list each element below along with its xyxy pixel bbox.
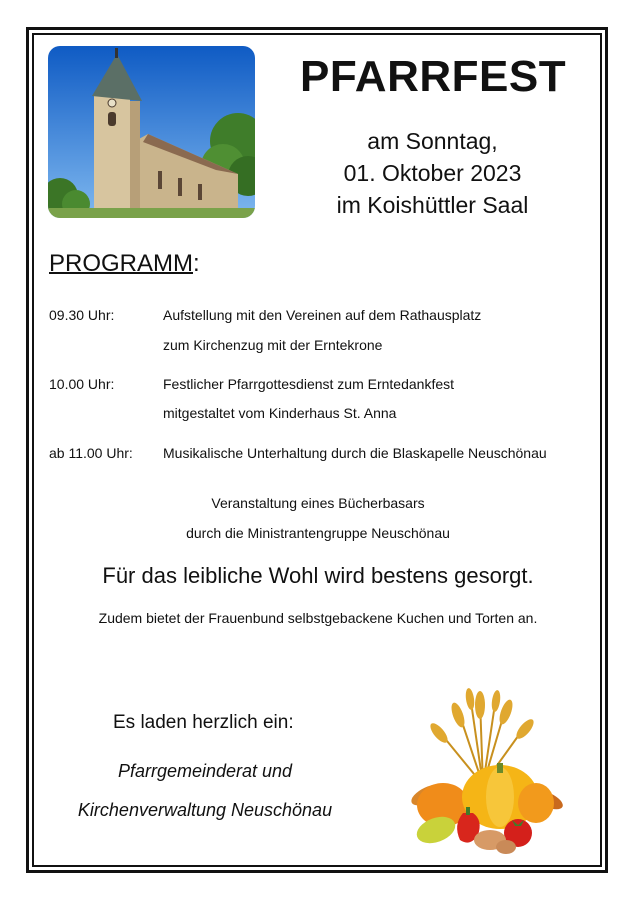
book-bazaar-note xyxy=(40,488,596,548)
bazaar-line: durch die Ministrantengruppe Neuschönau xyxy=(186,525,450,541)
program-time: 10.00 Uhr: xyxy=(49,376,115,392)
program-time: ab 11.00 Uhr: xyxy=(49,445,133,461)
program-time: 09.30 Uhr: xyxy=(49,307,115,323)
program-line: Musikalische Unterhaltung durch die Blaskapelle Neuschönau xyxy=(163,445,547,461)
program-heading xyxy=(49,250,200,278)
invitation-text: Es laden herzlich ein: xyxy=(113,712,294,733)
organizer-line: Pfarrgemeinderat und xyxy=(117,761,293,781)
program-line: mitgestaltet vom Kinderhaus St. Anna xyxy=(163,405,397,421)
bazaar-line: Veranstaltung eines Bücherbasars xyxy=(211,495,425,511)
date-line-location: im Koishüttler Saal xyxy=(336,192,529,218)
program-heading-colon: : xyxy=(193,250,200,277)
date-line-day: am Sonntag, xyxy=(367,128,498,154)
catering-headline: Für das leibliche Wohl wird bestens gesorgt. xyxy=(102,563,534,588)
event-date-location xyxy=(310,125,555,221)
date-line-date: 01. Oktober 2023 xyxy=(343,160,522,186)
harvest-illustration xyxy=(408,685,563,857)
program-heading-text: PROGRAMM xyxy=(49,250,193,277)
event-title: PFARRFEST xyxy=(300,52,567,101)
catering-note: Zudem bietet der Frauenbund selbstgebackene Kuchen und Torten an. xyxy=(98,610,538,626)
church-photo xyxy=(48,46,255,218)
program-line: Festlicher Pfarrgottesdienst zum Erntedankfest xyxy=(163,376,455,392)
organizer-line: Kirchenverwaltung Neuschönau xyxy=(77,800,333,820)
program-line: Aufstellung mit den Vereinen auf dem Rathausplatz xyxy=(163,307,482,323)
program-line: zum Kirchenzug mit der Erntekrone xyxy=(163,337,383,353)
